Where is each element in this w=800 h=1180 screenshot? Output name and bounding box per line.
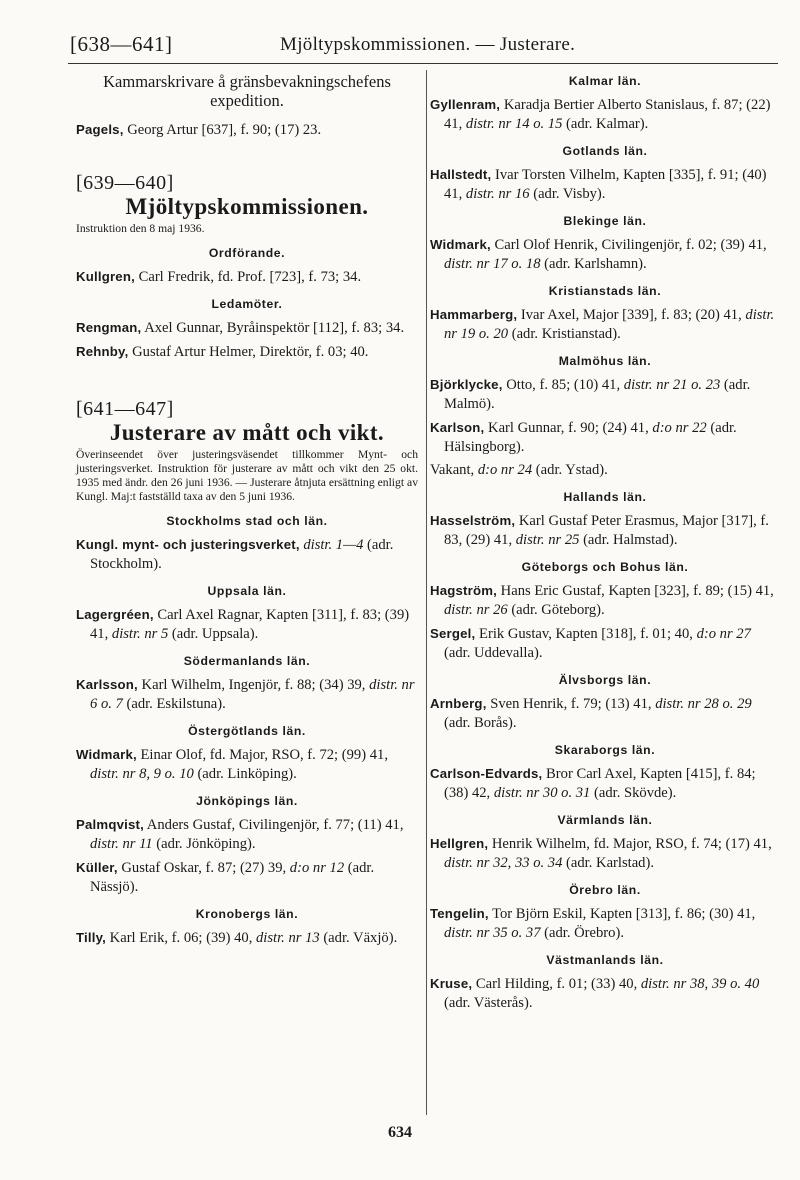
entry-kungl-mynt: Kungl. mynt- och justeringsverket, distr. 1—4 (adr. Stockholm).: [76, 537, 394, 572]
entry-rehnby: Rehnby, Gustaf Artur Helmer, Direktör, f. 03; 40.: [76, 344, 369, 360]
page-number: 634: [388, 1124, 412, 1141]
entry-tengelin: Tengelin, Tor Björn Eskil, Kapten [313], f. 86; (30) 41, distr. nr 35 o. 37 (adr. Örebro).: [430, 906, 756, 941]
county-sodermanland: Södermanlands län.: [183, 654, 311, 668]
entry-kruse: Kruse, Carl Hilding, f. 01; (33) 40, distr. nr 38, 39 o. 40 (adr. Västerås).: [430, 976, 760, 1011]
entry-hammarberg: Hammarberg, Ivar Axel, Major [339], f. 83; (20) 41, distr. nr 19 o. 20 (adr. Kristianstad).: [430, 307, 775, 342]
header-rule: [68, 63, 778, 64]
county-blekinge: Blekinge län.: [563, 214, 647, 228]
running-title: Mjöltypskommissionen. — Justerare.: [280, 34, 576, 55]
right-column: [430, 72, 780, 1017]
section-code-639: [639—640]: [76, 172, 174, 194]
county-vastmanland: Västmanlands län.: [546, 953, 664, 967]
section-title-mjoltyp: Mjöltypskommissionen.: [125, 194, 369, 219]
county-uppsala: Uppsala län.: [207, 584, 287, 598]
entry-tilly: Tilly, Karl Erik, f. 06; (39) 40, distr. nr 13 (adr. Växjö).: [76, 930, 398, 946]
entry-gyllenram: Gyllenram, Karadja Bertier Alberto Stanislaus, f. 87; (22) 41, distr. nr 14 o. 15 (adr. Kalmar).: [430, 97, 771, 132]
county-kalmar: Kalmar län.: [568, 74, 642, 88]
entry-kullgren: Kullgren, Carl Fredrik, fd. Prof. [723], f. 73; 34.: [76, 269, 362, 285]
instruction-note: Instruktion den 8 maj 1936.: [76, 222, 205, 235]
county-gotland: Gotlands län.: [562, 144, 648, 158]
entry-bjorklycke: Björklycke, Otto, f. 85; (10) 41, distr. nr 21 o. 23 (adr. Malmö).: [430, 377, 751, 412]
subheading-ledamoter: Ledamöter.: [211, 297, 283, 311]
county-stockholm: Stockholms stad och län.: [166, 514, 328, 528]
entry-rengman: Rengman, Axel Gunnar, Byråinspektör [112], f. 83; 34.: [76, 320, 405, 336]
justerare-description: Överinseendet över justeringsväsendet tillkommer Mynt- och justeringsverket. Instruktion för justerare av mått och vikt den 25 okt. 1935 med ändr. den 26 juni 1936. — Justerare åtnjuta ersättning enligt av Kungl. Maj:t fastställd taxa av den 5 juni 1936.: [76, 448, 418, 503]
county-skaraborg: Skaraborgs län.: [554, 743, 656, 757]
entry-hagstrom: Hagström, Hans Eric Gustaf, Kapten [323], f. 89; (15) 41, distr. nr 26 (adr. Göteborg).: [430, 583, 774, 618]
entry-widmark-carl: Widmark, Carl Olof Henrik, Civilingenjör, f. 02; (39) 41, distr. nr 17 o. 18 (adr. Karlshamn).: [430, 237, 767, 272]
county-goteborg: Göteborgs och Bohus län.: [521, 560, 689, 574]
entry-hallstedt: Hallstedt, Ivar Torsten Vilhelm, Kapten [335], f. 91; (40) 41, distr. nr 16 (adr. Visby).: [430, 167, 767, 202]
entry-carlson-edvards: Carlson-Edvards, Bror Carl Axel, Kapten [415], f. 84; (38) 42, distr. nr 30 o. 31 (adr. Skövde).: [430, 766, 756, 801]
entry-palmqvist: Palmqvist, Anders Gustaf, Civilingenjör, f. 77; (11) 41, distr. nr 11 (adr. Jönköping).: [76, 817, 404, 852]
county-orebro: Örebro län.: [569, 883, 641, 897]
county-ostergotland: Östergötlands län.: [188, 724, 306, 738]
entry-sergel: Sergel, Erik Gustav, Kapten [318], f. 01; 40, d:o nr 27 (adr. Uddevalla).: [430, 626, 751, 661]
section-title-justerare: Justerare av mått och vikt.: [109, 420, 385, 445]
entry-hasselstrom: Hasselström, Karl Gustaf Peter Erasmus, Major [317], f. 83, (29) 41, distr. nr 25 (adr. Halmstad).: [430, 513, 769, 548]
entry-kuller: Küller, Gustaf Oskar, f. 87; (27) 39, d:o nr 12 (adr. Nässjö).: [76, 860, 375, 895]
entry-karlsson: Karlsson, Karl Wilhelm, Ingenjör, f. 88; (34) 39, distr. nr 6 o. 7 (adr. Eskilstuna).: [76, 677, 415, 712]
page-range: [638—641]: [70, 32, 173, 56]
section-heading-kammarskrivare: Kammarskrivare å gränsbevakningschefens expedition.: [103, 72, 391, 110]
left-column: [76, 72, 418, 952]
section-code-641: [641—647]: [76, 398, 174, 420]
county-halland: Hallands län.: [563, 490, 647, 504]
entry-widmark-einar: Widmark, Einar Olof, fd. Major, RSO, f. 72; (99) 41, distr. nr 8, 9 o. 10 (adr. Linköping).: [76, 747, 388, 782]
county-alvsborg: Älvsborgs län.: [558, 673, 652, 687]
county-kronoberg: Kronobergs län.: [195, 907, 299, 921]
entry-arnberg: Arnberg, Sven Henrik, f. 79; (13) 41, distr. nr 28 o. 29 (adr. Borås).: [430, 696, 752, 731]
entry-hellgren: Hellgren, Henrik Wilhelm, fd. Major, RSO, f. 74; (17) 41, distr. nr 32, 33 o. 34 (adr. Karlstad).: [430, 836, 772, 871]
entry-pagels: Pagels, Georg Artur [637], f. 90; (17) 23.: [76, 122, 322, 138]
subheading-ordforande: Ordförande.: [208, 246, 286, 260]
county-varmland: Värmlands län.: [557, 813, 653, 827]
column-divider: [426, 70, 427, 1115]
county-jonkoping: Jönköpings län.: [196, 794, 298, 808]
county-kristianstad: Kristianstads län.: [548, 284, 662, 298]
county-malmohus: Malmöhus län.: [558, 354, 652, 368]
entry-vakant: Vakant, d:o nr 24 (adr. Ystad).: [430, 462, 608, 478]
entry-karlson: Karlson, Karl Gunnar, f. 90; (24) 41, d:o nr 22 (adr. Hälsingborg).: [430, 420, 737, 455]
entry-lagergreen: Lagergréen, Carl Axel Ragnar, Kapten [311], f. 83; (39) 41, distr. nr 5 (adr. Uppsala).: [76, 607, 410, 642]
